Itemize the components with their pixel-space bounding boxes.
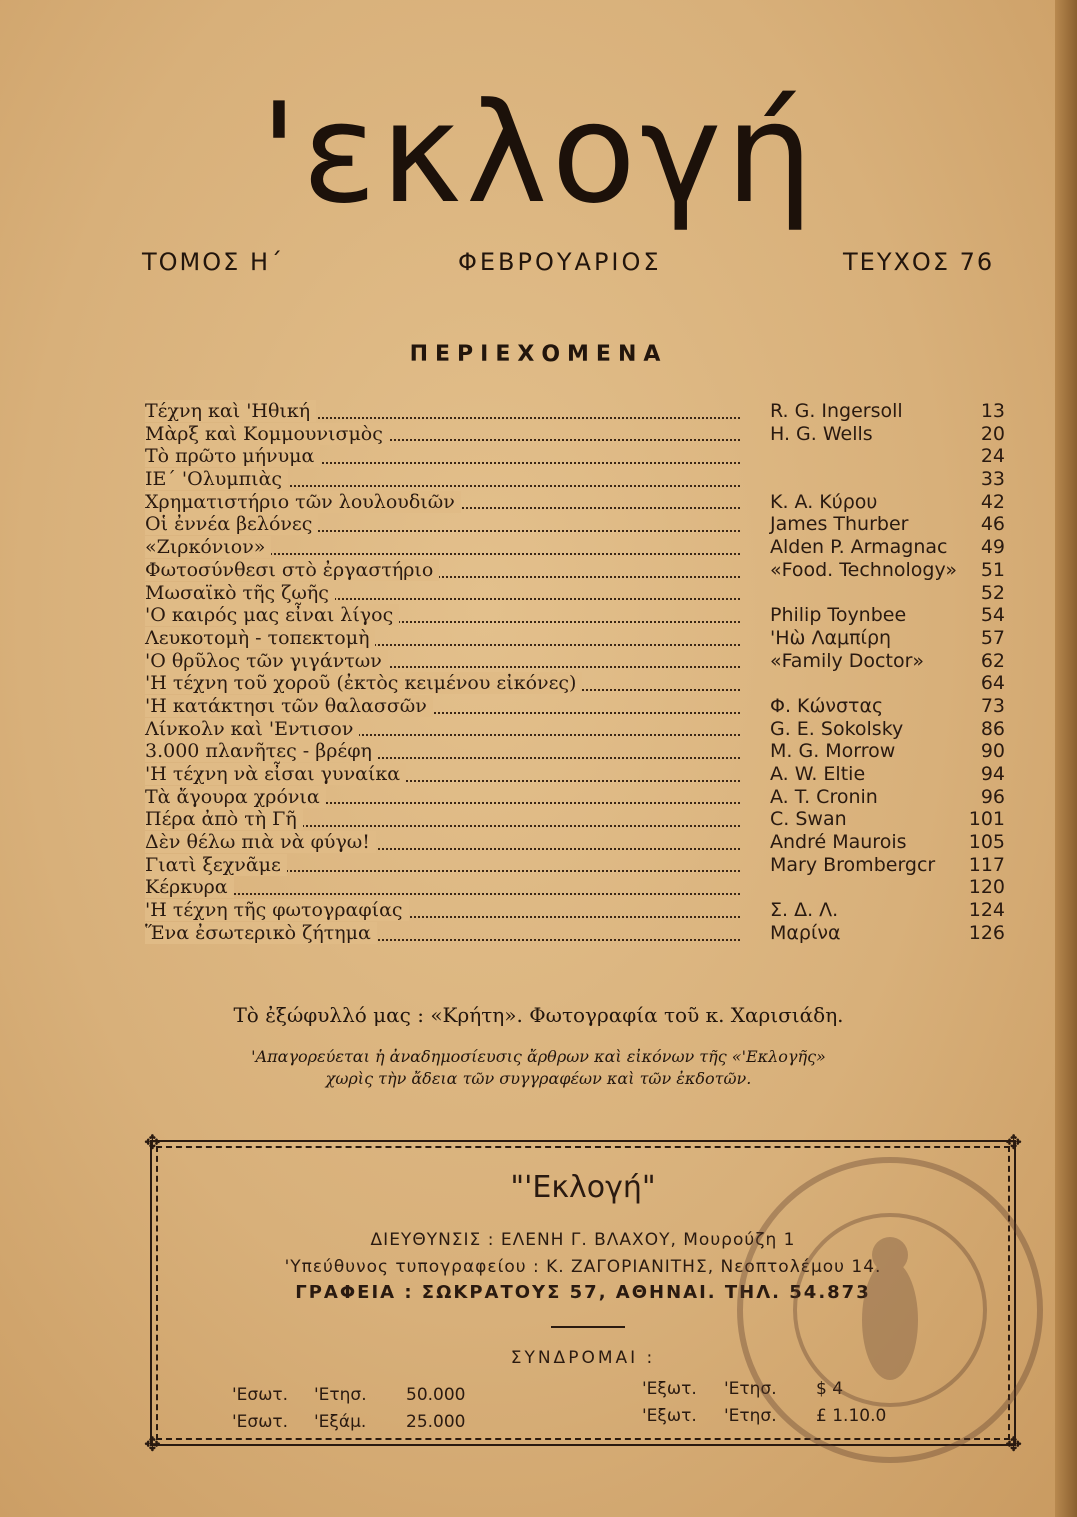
toc-title: Τέχνη καὶ 'Ηθική <box>145 400 316 423</box>
toc-title: «Ζιρκόνιον» <box>145 536 271 559</box>
toc-page-number: 52 <box>980 581 1005 604</box>
toc-author: 'Ηὼ Λαμπίρη <box>770 626 892 649</box>
toc-page-number: 57 <box>980 626 1005 649</box>
ornament-icon: ✥ <box>144 1432 161 1456</box>
subscription-row: 'Εξωτ. 'Ετησ. £ 1.10.0 <box>642 1406 887 1426</box>
toc-title: Μωσαϊκὸ τῆς ζωῆς <box>145 582 335 605</box>
masthead-title: 'εκλογή <box>259 73 818 234</box>
toc-author: James Thurber <box>770 513 909 536</box>
toc-page-number: 13 <box>980 400 1005 422</box>
subscriptions-heading: ΣΥΝΔΡΟΜΑΙ : <box>510 1348 656 1368</box>
cover-note: Τὸ ἐξώφυλλό μας : «Κρήτη». Φωτογραφία τοῦ κ. Χαρισιάδη. <box>233 1003 844 1027</box>
toc-leader-dots <box>145 870 740 895</box>
toc-title: Λίνκολν καὶ 'Εντισον <box>145 718 359 741</box>
toc-author: André Maurois <box>770 831 907 854</box>
toc-page-number: 120 <box>968 876 1005 899</box>
toc-title: Κέρκυρα <box>145 876 234 899</box>
toc-author: A. W. Eltie <box>770 763 866 785</box>
copyright-line-2: χωρὶς τὴν ἄδεια τῶν συγγραφέων καὶ τῶν ἐκδοτῶν. <box>325 1069 752 1088</box>
toc-title: Μὰρξ καὶ Κομμουνισμὸς <box>145 423 389 446</box>
ornament-icon: ✥ <box>144 1130 161 1154</box>
director-line: ΔΙΕΥΘΥΝΣΙΣ : ΕΛΕΝΗ Γ. ΒΛΑΧΟΥ, Μουρούζη 1 <box>370 1230 796 1250</box>
toc-author: G. E. Sokolsky <box>770 717 904 740</box>
toc-page-number: 73 <box>980 694 1005 717</box>
toc-title: Τὰ ἄγουρα χρόνια <box>145 786 326 809</box>
toc-title: 'Η τέχνη τοῦ χοροῦ (ἐκτὸς κειμένου εἰκόνες) <box>145 672 582 695</box>
toc-title: Λευκοτομὴ - τοπεκτομὴ <box>145 627 375 650</box>
toc-title: Χρηματιστήριο τῶν λουλουδιῶν <box>145 491 461 514</box>
table-of-contents <box>145 400 1015 945</box>
toc-page-number: 51 <box>980 558 1005 581</box>
toc-title: Ἕνα ἐσωτερικὸ ζήτημα <box>145 922 377 945</box>
month-label: ΦΕΒΡΟΥΑΡΙΟΣ <box>458 248 662 276</box>
toc-author: R. G. Ingersoll <box>770 400 903 422</box>
library-stamp-icon <box>725 1145 1055 1475</box>
toc-title: 'Η κατάκτησι τῶν θαλασσῶν <box>145 695 433 718</box>
publisher-title: "'Εκλογή" <box>510 1170 656 1205</box>
issue-number: ΤΕΥΧΟΣ 76 <box>843 248 995 276</box>
printer-line: 'Υπεύθυνος τυπογραφείου : Κ. ΖΑΓΟΡΙΑΝΙΤΗΣ, Νεοπτολέμου 14. <box>284 1257 882 1277</box>
toc-author: Μαρίνα <box>770 921 841 944</box>
toc-author: Φ. Κώνστας <box>770 694 884 717</box>
page-edge <box>1055 0 1077 1517</box>
toc-title: 'Ο καιρός μας εἶναι λίγος <box>145 604 399 627</box>
toc-page-number: 101 <box>968 808 1005 831</box>
toc-page-number: 94 <box>980 763 1005 785</box>
toc-page-number: 64 <box>980 672 1005 695</box>
toc-author: «Family Doctor» <box>770 649 925 672</box>
toc-title: Οἱ ἐννέα βελόνες <box>145 513 318 536</box>
toc-author: Alden P. Armagnac <box>770 536 948 559</box>
toc-page-number: 62 <box>980 649 1005 672</box>
toc-author: M. G. Morrow <box>770 740 896 763</box>
toc-title: Γιατὶ ξεχνᾶμε <box>145 854 287 877</box>
toc-author: K. A. Κύρου <box>770 490 878 513</box>
toc-page-number: 49 <box>980 536 1005 559</box>
subscription-row: 'Εσωτ. 'Εξάμ. 25.000 <box>232 1412 466 1432</box>
toc-title: ΙΕ΄ 'Ολυμπιὰς <box>145 468 288 491</box>
toc-author: «Food. Technology» <box>770 558 957 581</box>
toc-author: A. T. Cronin <box>770 785 878 808</box>
toc-page-number: 46 <box>980 513 1005 536</box>
toc-author: Philip Toynbee <box>770 604 907 627</box>
volume-label: ΤΟΜΟΣ Η΄ <box>142 248 284 276</box>
toc-title: Πέρα ἀπὸ τὴ Γῆ <box>145 808 303 831</box>
toc-page-number: 24 <box>980 445 1005 468</box>
copyright-notice <box>0 1046 1077 1090</box>
toc-title: Δὲν θέλω πιὰ νὰ φύγω! <box>145 831 376 854</box>
ornament-icon: ✥ <box>1005 1130 1022 1154</box>
offices-line: ΓΡΑΦΕΙΑ : ΣΩΚΡΑΤΟΥΣ 57, ΑΘΗΝΑΙ. ΤΗΛ. 54.873 <box>295 1282 871 1303</box>
toc-title: 'Ο θρῦλος τῶν γιγάντων <box>145 650 388 673</box>
toc-page-number: 90 <box>980 740 1005 763</box>
toc-author: H. G. Wells <box>770 422 873 445</box>
toc-row <box>145 922 1015 945</box>
toc-title: Τὸ πρῶτο μήνυμα <box>145 445 320 468</box>
toc-title: 'Η τέχνη τῆς φωτογραφίας <box>145 899 409 922</box>
toc-page-number: 105 <box>968 831 1005 854</box>
toc-page-number: 20 <box>980 422 1005 445</box>
subscription-row: 'Εξωτ. 'Ετησ. $ 4 <box>642 1379 844 1399</box>
toc-page-number: 117 <box>968 853 1005 876</box>
toc-page-number: 33 <box>980 468 1005 491</box>
divider <box>551 1326 625 1328</box>
toc-title: Φωτοσύνθεσι στὸ ἐργαστήριο <box>145 559 439 582</box>
copyright-line-1: 'Απαγορεύεται ἡ ἀναδημοσίευσις ἄρθρων καὶ εἰκόνων τῆς «'Εκλογῆς» <box>251 1047 826 1066</box>
contents-heading: ΠΕΡΙΕΧΟΜΕΝΑ <box>409 342 668 367</box>
subscription-row: 'Εσωτ. 'Ετησ. 50.000 <box>232 1385 466 1405</box>
toc-author: C. Swan <box>770 808 847 831</box>
toc-title: 'Η τέχνη νὰ εἶσαι γυναίκα <box>145 763 406 786</box>
toc-page-number: 42 <box>980 490 1005 513</box>
toc-page-number: 96 <box>980 785 1005 808</box>
toc-page-number: 126 <box>968 921 1005 944</box>
toc-page-number: 54 <box>980 604 1005 627</box>
toc-page-number: 86 <box>980 717 1005 740</box>
toc-title: 3.000 πλανῆτες - βρέφη <box>145 740 378 763</box>
toc-author: Mary Brombergcr <box>770 853 936 876</box>
toc-author: Σ. Δ. Λ. <box>770 899 839 922</box>
toc-page-number: 124 <box>968 899 1005 922</box>
ornament-icon: ✥ <box>1005 1432 1022 1456</box>
